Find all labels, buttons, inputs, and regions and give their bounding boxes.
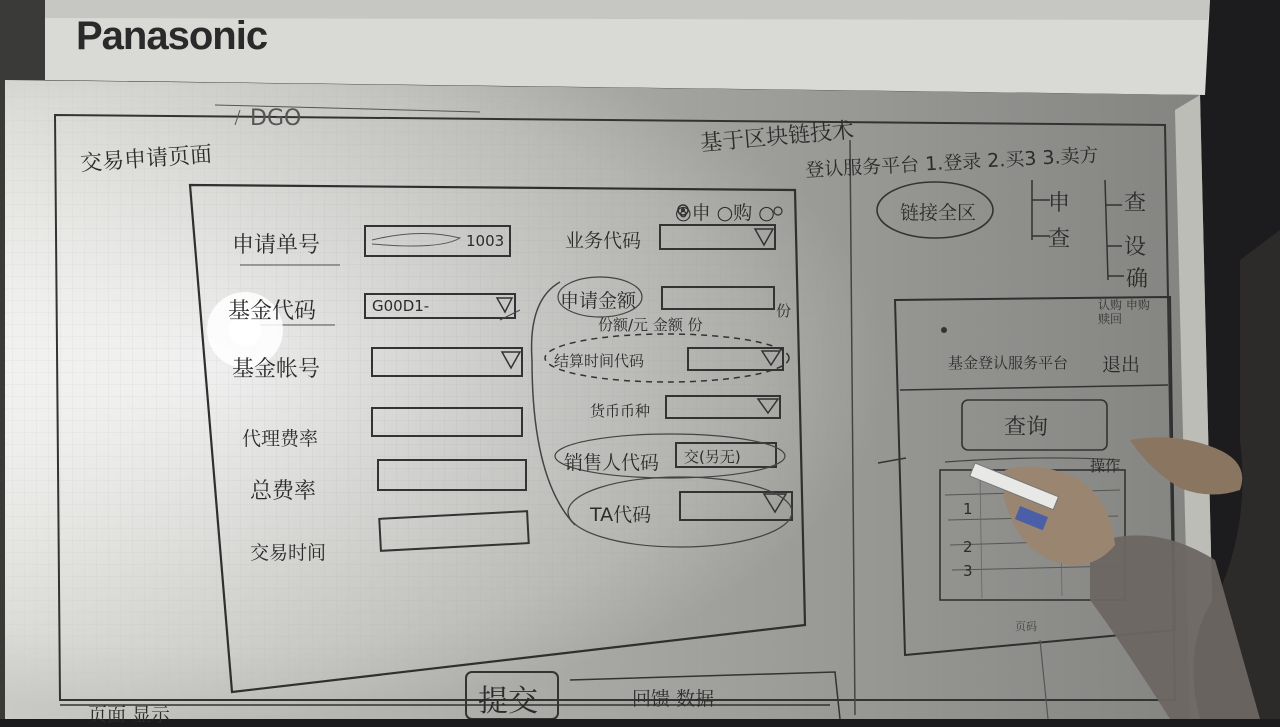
bottom-left-text: 页面 显示 — [88, 704, 171, 726]
platform-steps: 登认服务平台 1.登录 2.买3 3.卖方 — [804, 144, 1100, 182]
label-fund-code: 基金代码 — [228, 299, 317, 324]
tree-left-2: 查 — [1048, 227, 1071, 252]
radio-options: ◎申 ○购 ○ — [675, 202, 775, 224]
dgo-label: DGO — [250, 106, 302, 131]
label-currency: 货币币种 — [590, 402, 651, 420]
row-number-1: 1 — [963, 500, 973, 518]
label-trade-time: 交易时间 — [250, 542, 327, 564]
submit-button: 提交 — [478, 684, 538, 719]
page-title: 交易申请页面 — [79, 142, 213, 177]
tree-right-3: 确 — [1126, 267, 1149, 292]
label-ta-code: TA代码 — [590, 504, 652, 526]
exit-button: 退出 — [1102, 354, 1141, 376]
label-apply-amount: 申请金额 — [560, 290, 637, 312]
row-number-3: 3 — [963, 562, 973, 580]
tree-left-1: 申 — [1048, 191, 1071, 216]
table-caption: 操作 — [1090, 457, 1121, 475]
label-settle-code: 结算时间代码 — [554, 352, 645, 370]
fund-code-value: G00D1- — [372, 297, 430, 315]
tree-right-2: 设 — [1124, 235, 1147, 260]
label-sales-code: 销售人代码 — [564, 452, 660, 474]
sales-value: 交(另无) — [684, 448, 741, 466]
tree-right-1: 查 — [1124, 191, 1147, 216]
panel-footer: 页码 — [1015, 620, 1037, 633]
label-business-code: 业务代码 — [565, 230, 642, 252]
row-number-2: 2 — [963, 538, 973, 556]
chain-button: 链接全区 — [900, 202, 977, 224]
label-agency-rate: 代理费率 — [242, 428, 319, 450]
feedback-text: 回馈 数据 — [632, 688, 715, 710]
label-total-rate: 总费率 — [250, 479, 317, 504]
amount-note: 份额/元 金额 份 — [598, 316, 703, 334]
platform-title: 基金登认服务平台 — [948, 354, 1069, 372]
query-button: 查询 — [1004, 415, 1049, 440]
apply-no-value: 1003 — [466, 232, 505, 250]
platform-side-notes: 认购 申购 赎回 — [1098, 298, 1150, 326]
amount-unit: 份 — [776, 302, 792, 320]
label-apply-no: 申请单号 — [232, 233, 321, 258]
label-fund-account: 基金帐号 — [232, 357, 321, 382]
brand-logo-text: Panasonic — [76, 14, 268, 58]
blockchain-heading: 基于区块链技术 — [699, 118, 855, 157]
